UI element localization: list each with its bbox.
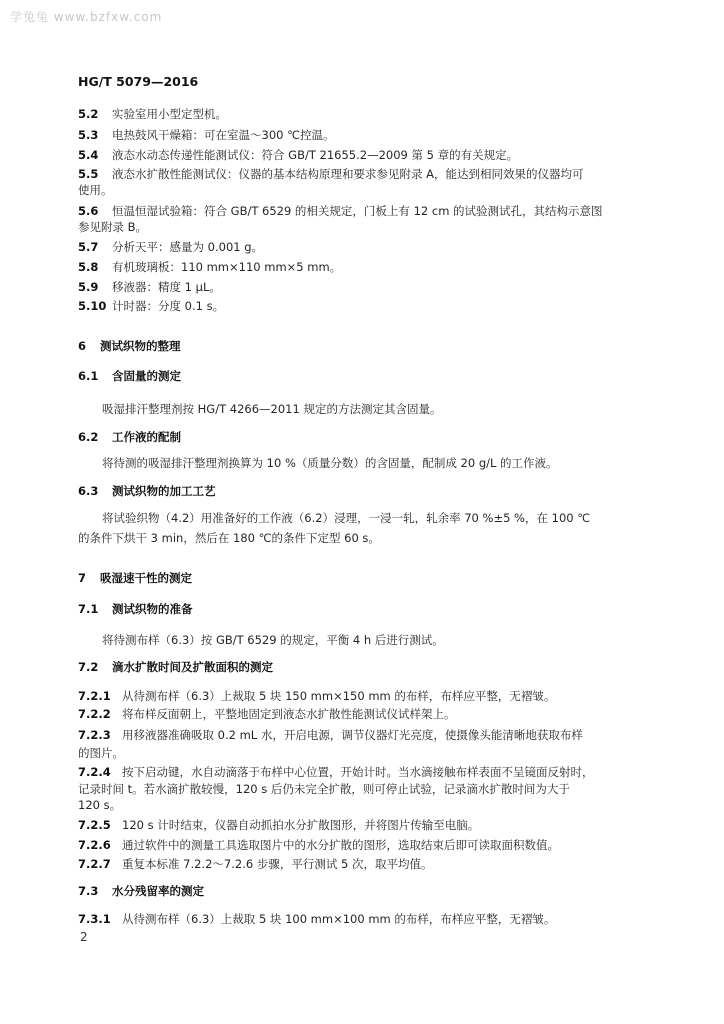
clause-text: 实验室用小型定型机。 bbox=[112, 107, 227, 121]
clause-number: 7.2.1 bbox=[78, 689, 111, 703]
clause-number: 7.2.4 bbox=[78, 765, 111, 779]
clause-text: 计时器：分度 0.1 s。 bbox=[112, 299, 225, 313]
section-heading bbox=[78, 884, 658, 900]
text-line bbox=[78, 183, 658, 199]
clause-number: 6.2 bbox=[78, 430, 99, 444]
heading-text: 测试织物的准备 bbox=[112, 602, 193, 616]
clause-number: 5.5 bbox=[78, 167, 99, 181]
standard-code-header: HG/T 5079—2016 bbox=[78, 74, 199, 89]
text-line bbox=[78, 148, 658, 164]
text-line bbox=[78, 240, 658, 256]
heading-text: 工作液的配制 bbox=[112, 430, 181, 444]
text-line bbox=[78, 707, 658, 723]
section-heading bbox=[78, 571, 658, 587]
text-line bbox=[78, 746, 658, 762]
clause-number: 5.4 bbox=[78, 148, 99, 162]
site-watermark: 学兔兔 www.bzfxw.com bbox=[10, 10, 163, 24]
clause-text: 使用。 bbox=[78, 183, 113, 197]
text-line bbox=[78, 402, 658, 418]
clause-number: 7.3 bbox=[78, 884, 99, 898]
clause-text: 将待测布样（6.3）按 GB/T 6529 的规定，平衡 4 h 后进行测试。 bbox=[102, 633, 444, 647]
text-line bbox=[78, 633, 658, 649]
clause-number: 5.7 bbox=[78, 240, 99, 254]
clause-text: 用移液器准确吸取 0.2 mL 水，开启电源，调节仪器灯光亮度，使摄像头能清晰地获取布样 bbox=[122, 728, 583, 742]
text-line bbox=[78, 167, 658, 183]
clause-text: 将试验织物（4.2）用准备好的工作液（6.2）浸理，一浸一轧，轧余率 70 %±5 %，在 100 ℃ bbox=[102, 511, 591, 525]
text-line bbox=[78, 912, 658, 928]
section-heading bbox=[78, 369, 658, 385]
text-line bbox=[78, 818, 658, 834]
clause-number: 7.2.6 bbox=[78, 838, 111, 852]
clause-number: 6 bbox=[78, 339, 87, 353]
text-line bbox=[78, 857, 658, 873]
heading-text: 水分残留率的测定 bbox=[112, 884, 204, 898]
clause-number: 7.2 bbox=[78, 660, 99, 674]
text-line bbox=[78, 838, 658, 854]
clause-text: 恒温恒湿试验箱：符合 GB/T 6529 的相关规定，门板上有 12 cm 的试验测试孔，其结构示意图 bbox=[112, 204, 603, 218]
text-line bbox=[78, 280, 658, 296]
clause-text: 分析天平：感量为 0.001 g。 bbox=[112, 240, 264, 254]
clause-number: 5.10 bbox=[78, 299, 107, 313]
clause-text: 将布样反面朝上，平整地固定到液态水扩散性能测试仪试样架上。 bbox=[122, 707, 456, 721]
clause-number: 7.1 bbox=[78, 602, 99, 616]
text-line bbox=[78, 782, 658, 798]
text-line bbox=[78, 765, 658, 781]
text-line bbox=[78, 204, 658, 220]
text-line bbox=[78, 128, 658, 144]
clause-text: 吸湿排汗整理剂按 HG/T 4266—2011 规定的方法测定其含固量。 bbox=[102, 402, 442, 416]
section-heading bbox=[78, 484, 658, 500]
clause-number: 5.6 bbox=[78, 204, 99, 218]
clause-text: 从待测布样（6.3）上裁取 5 块 100 mm×100 mm 的布样，布样应平整，无褶皱。 bbox=[122, 912, 556, 926]
section-heading bbox=[78, 602, 658, 618]
clause-text: 按下启动键，水自动滴落于布样中心位置，开始计时。当水滴接触布样表面不呈镜面反射时， bbox=[122, 765, 594, 779]
clause-text: 120 s 计时结束，仪器自动抓拍水分扩散图形，并将图片传输至电脑。 bbox=[122, 818, 480, 832]
text-line bbox=[78, 107, 658, 123]
clause-text: 移液器：精度 1 μL。 bbox=[112, 280, 221, 294]
text-line bbox=[78, 511, 658, 527]
clause-text: 有机玻璃板：110 mm×110 mm×5 mm。 bbox=[112, 260, 342, 274]
clause-number: 7.2.3 bbox=[78, 728, 111, 742]
clause-number: 5.9 bbox=[78, 280, 99, 294]
text-line bbox=[78, 531, 658, 547]
heading-text: 含固量的测定 bbox=[112, 369, 181, 383]
clause-number: 5.8 bbox=[78, 260, 99, 274]
heading-text: 测试织物的整理 bbox=[100, 339, 181, 353]
text-line bbox=[78, 260, 658, 276]
clause-number: 7.3.1 bbox=[78, 912, 111, 926]
heading-text: 测试织物的加工工艺 bbox=[112, 484, 216, 498]
section-heading bbox=[78, 339, 658, 355]
text-line bbox=[78, 220, 658, 236]
clause-text: 通过软件中的测量工具选取图片中的水分扩散的图形，选取结束后即可读取面积数值。 bbox=[122, 838, 559, 852]
heading-text: 吸湿速干性的测定 bbox=[100, 571, 192, 585]
text-line bbox=[78, 798, 658, 814]
clause-number: 5.3 bbox=[78, 128, 99, 142]
clause-text: 液态水动态传递性能测试仪：符合 GB/T 21655.2—2009 第 5 章的有关规定。 bbox=[112, 148, 519, 162]
clause-text: 的条件下烘干 3 min，然后在 180 ℃的条件下定型 60 s。 bbox=[78, 531, 380, 545]
clause-text: 电热鼓风干燥箱：可在室温～300 ℃控温。 bbox=[112, 128, 335, 142]
clause-number: 7 bbox=[78, 571, 87, 585]
clause-number: 6.3 bbox=[78, 484, 99, 498]
clause-number: 7.2.5 bbox=[78, 818, 111, 832]
clause-text: 重复本标准 7.2.2～7.2.6 步骤，平行测试 5 次，取平均值。 bbox=[122, 857, 433, 871]
clause-text: 的图片。 bbox=[78, 746, 124, 760]
clause-number: 5.2 bbox=[78, 107, 99, 121]
clause-text: 参见附录 B。 bbox=[78, 220, 148, 234]
text-line bbox=[78, 456, 658, 472]
clause-text: 液态水扩散性能测试仪：仪器的基本结构原理和要求参见附录 A，能达到相同效果的仪器均可 bbox=[112, 167, 584, 181]
clause-number: 7.2.7 bbox=[78, 857, 111, 871]
heading-text: 滴水扩散时间及扩散面积的测定 bbox=[112, 660, 273, 674]
section-heading bbox=[78, 430, 658, 446]
clause-text: 将待测的吸湿排汗整理剂换算为 10 %（质量分数）的含固量，配制成 20 g/L 的工作液。 bbox=[102, 456, 558, 470]
clause-text: 从待测布样（6.3）上裁取 5 块 150 mm×150 mm 的布样，布样应平整，无褶皱。 bbox=[122, 689, 556, 703]
page-number: 2 bbox=[80, 930, 88, 944]
text-line bbox=[78, 728, 658, 744]
text-line bbox=[78, 299, 658, 315]
section-heading bbox=[78, 660, 658, 676]
text-line bbox=[78, 689, 658, 705]
clause-text: 120 s。 bbox=[78, 798, 122, 812]
clause-text: 记录时间 t。若水滴扩散较慢，120 s 后仍未完全扩散，则可停止试验，记录滴水扩散时间为大于 bbox=[78, 782, 570, 796]
clause-number: 6.1 bbox=[78, 369, 99, 383]
clause-number: 7.2.2 bbox=[78, 707, 111, 721]
